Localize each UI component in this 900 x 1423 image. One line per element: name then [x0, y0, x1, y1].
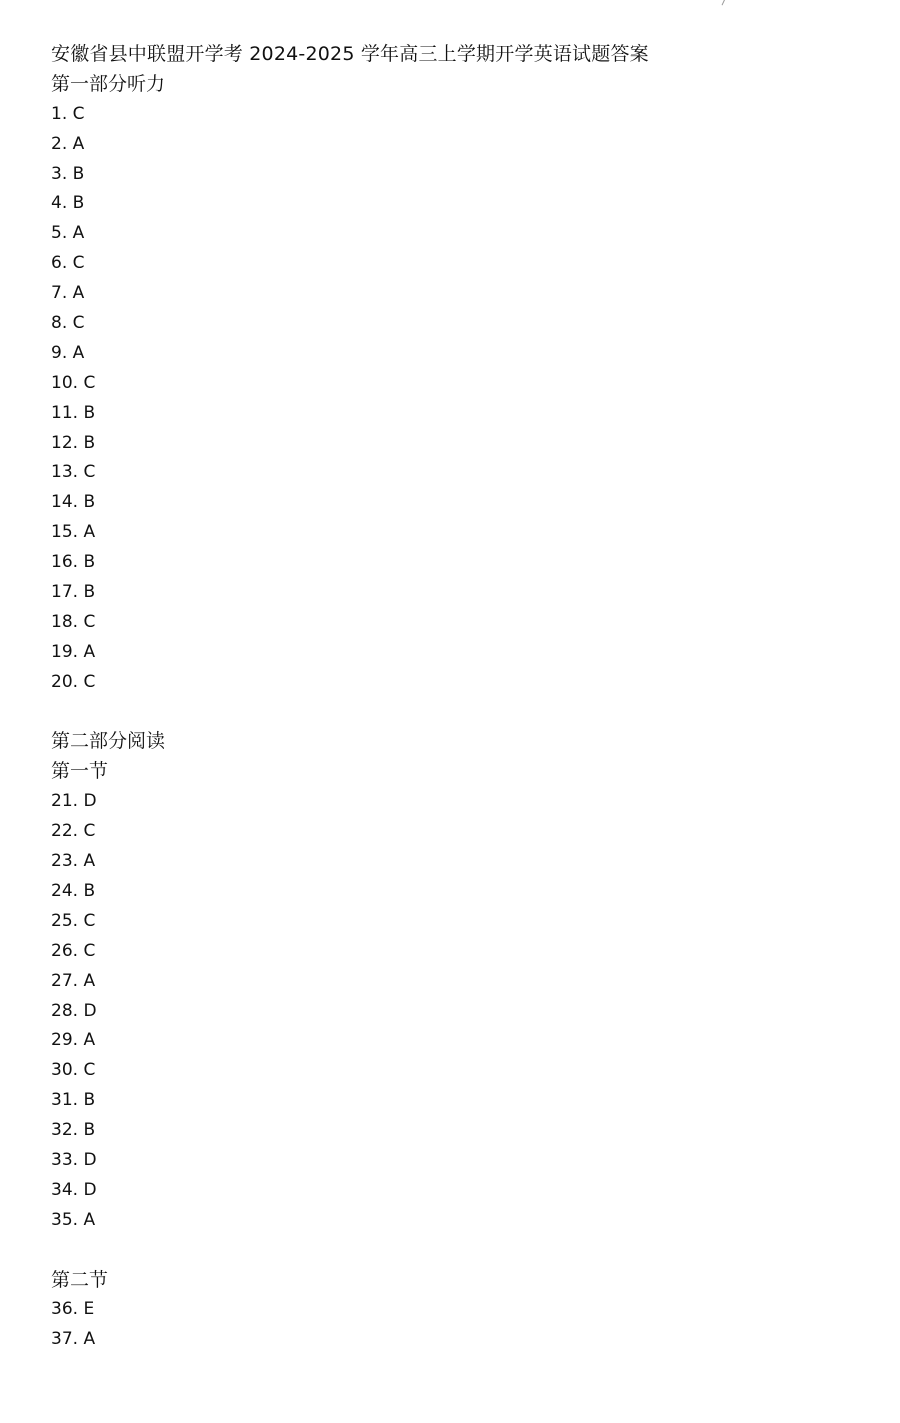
answer-item: 29. A	[51, 1030, 96, 1051]
answer-item: 30. C	[51, 1060, 96, 1081]
spacer	[51, 698, 871, 728]
part2-section2-heading: 第二节	[51, 1268, 109, 1291]
part2-section1-answer-list	[51, 787, 871, 1235]
answer-item: 23. A	[51, 851, 96, 872]
answer-item: 4. B	[51, 193, 85, 214]
spacer	[51, 1236, 871, 1266]
answer-item: 33. D	[51, 1149, 97, 1170]
answer-document	[51, 40, 871, 1355]
answer-item: 32. B	[51, 1120, 96, 1141]
answer-item: 15. A	[51, 522, 96, 543]
answer-item: 6. C	[51, 253, 85, 274]
answer-item: 35. A	[51, 1209, 96, 1230]
answer-item: 25. C	[51, 910, 96, 931]
answer-item: 21. D	[51, 791, 97, 812]
answer-item: 7. A	[51, 283, 85, 304]
answer-item: 37. A	[51, 1329, 96, 1350]
answer-item: 34. D	[51, 1179, 97, 1200]
part2-section1-heading: 第一节	[51, 760, 109, 783]
answer-item: 27. A	[51, 970, 96, 991]
answer-item: 17. B	[51, 582, 96, 603]
answer-item: 16. B	[51, 552, 96, 573]
answer-item: 22. C	[51, 821, 96, 842]
part1-heading: 第一部分听力	[51, 72, 166, 95]
answer-item: 26. C	[51, 940, 96, 961]
part1-answer-list	[51, 100, 871, 698]
answer-item: 20. C	[51, 671, 96, 692]
document-title: 安徽省县中联盟开学考 2024-2025 学年高三上学期开学英语试题答案	[51, 43, 649, 65]
answer-item: 9. A	[51, 342, 85, 363]
answer-item: 2. A	[51, 133, 85, 154]
scan-mark	[714, 0, 726, 5]
answer-item: 5. A	[51, 223, 85, 244]
answer-item: 14. B	[51, 492, 96, 513]
answer-item: 28. D	[51, 1000, 97, 1021]
answer-item: 10. C	[51, 372, 96, 393]
answer-item: 36. E	[51, 1299, 95, 1320]
answer-item: 12. B	[51, 432, 96, 453]
answer-item: 24. B	[51, 880, 96, 901]
part2-section2-answer-list	[51, 1295, 871, 1355]
part2-heading: 第二部分阅读	[51, 730, 166, 753]
answer-item: 3. B	[51, 163, 85, 184]
answer-item: 31. B	[51, 1090, 96, 1111]
answer-item: 13. C	[51, 462, 96, 483]
answer-item: 11. B	[51, 402, 96, 423]
answer-item: 8. C	[51, 313, 85, 334]
answer-item: 19. A	[51, 641, 96, 662]
answer-item: 1. C	[51, 103, 85, 124]
answer-item: 18. C	[51, 611, 96, 632]
